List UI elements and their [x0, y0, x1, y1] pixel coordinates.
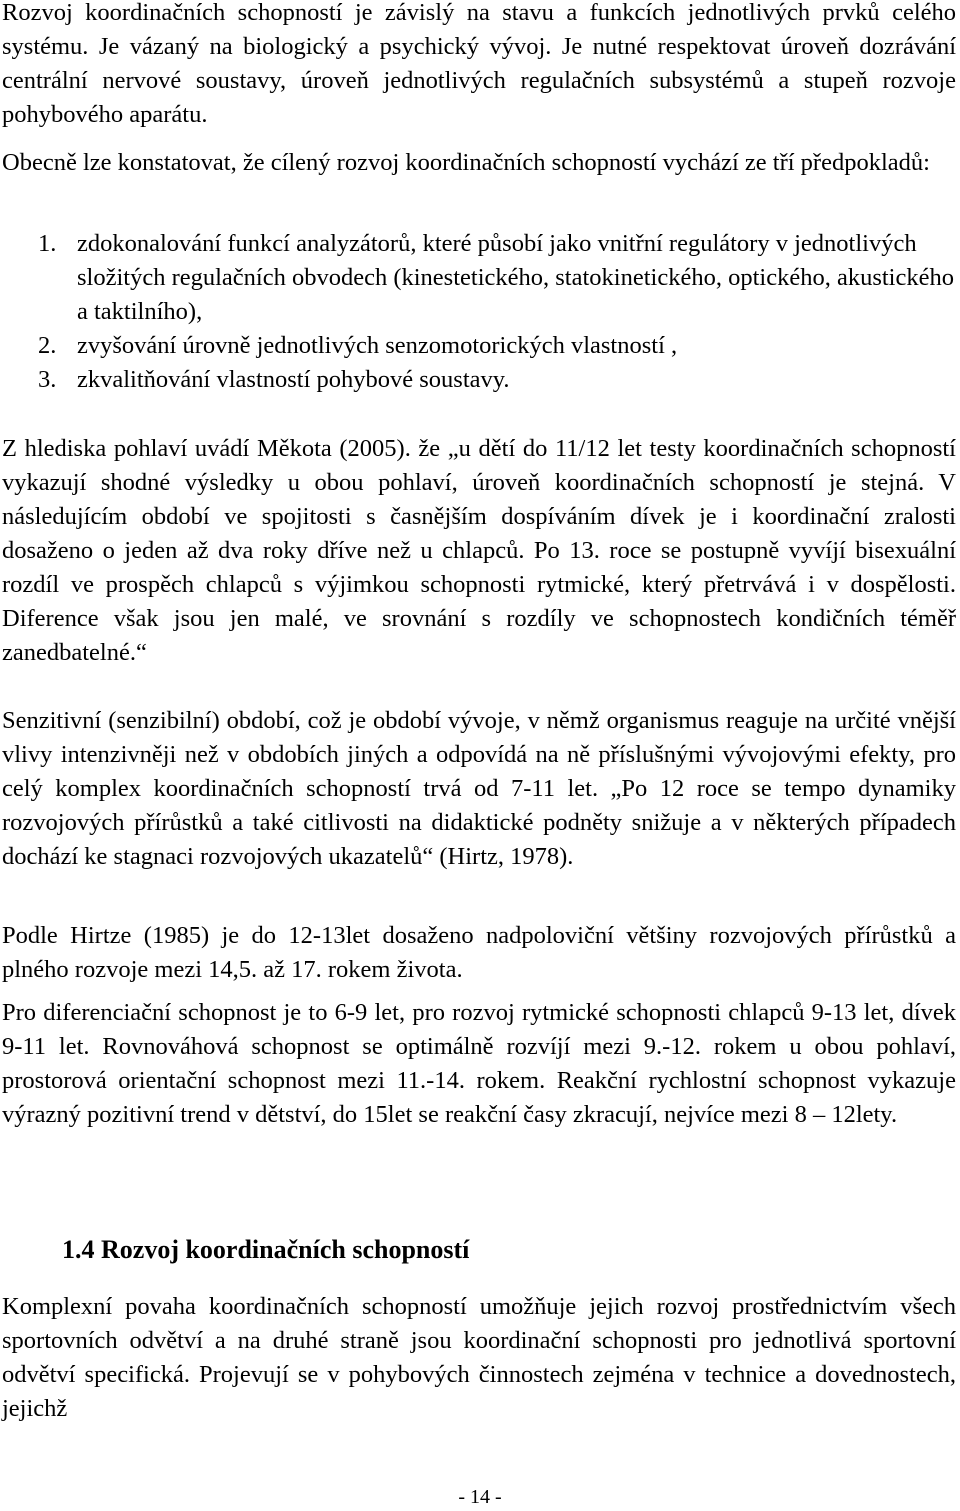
- list-item: [2, 329, 956, 363]
- list-item-text: zkvalitňování vlastností pohybové soustavy.: [77, 366, 510, 393]
- list-item: [2, 227, 956, 329]
- paragraph-complex-nature: Komplexní povaha koordinačních schopností umožňuje jejich rozvoj prostřednictvím všech sportovních odvětví a na druhé straně jsou koordinační schopnosti pro jednotlivá sportovní odvětví specifická. Projevují se v pohybových činnostech zejména v technice a dovednostech, jejichž: [2, 1293, 956, 1422]
- prerequisites-list: [2, 227, 956, 397]
- list-item-number: 2.: [38, 332, 57, 359]
- list-item-number: 3.: [38, 366, 57, 393]
- paragraph-gender-perspective: Z hlediska pohlaví uvádí Měkota (2005). že „u dětí do 11/12 let testy koordinačních schopností vykazují shodné výsledky u obou pohlaví, úroveň koordinačních schopností je stejná. V následujícím období ve spojitosti s časnějším dospíváním dívek je i koordinační zralosti dosaženo o jeden až dva roky dříve než u chlapců. Po 13. roce se postupně vyvíjí bisexuální rozdíl ve prospěch chlapců s výjimkou schopnosti rytmické, který přetrvává i v dospělosti. Diference však jsou jen malé, ve srovnání s rozdíly ve schopnostech kondičních téměř zanedbatelné.“: [2, 435, 956, 666]
- list-item: [2, 363, 956, 397]
- page-number: - 14 -: [458, 1486, 502, 1508]
- paragraph-hirtz-1985: Podle Hirtze (1985) je do 12-13let dosaženo nadpoloviční většiny rozvojových přírůstků a plného rozvoje mezi 14,5. až 17. rokem života.: [2, 922, 956, 983]
- list-item-text: zdokonalování funkcí analyzátorů, které působí jako vnitřní regulátory v jednotlivých složitých regulačních obvodech (kinestetického, statokinetického, optického, akustického a taktilního),: [77, 230, 954, 325]
- paragraph-sensitive-period: Senzitivní (senzibilní) období, což je období vývoje, v němž organismus reaguje na určité vnější vlivy intenzivněji než v obdobích jiných a odpovídá na ně příslušnými vývojovými efekty, pro celý komplex koordinačních schopností trvá od 7-11 let. „Po 12 roce se tempo dynamiky rozvojových přírůstků a také citlivosti na didaktické podněty snižuje a v některých případech dochází ke stagnaci rozvojových ukazatelů“ (Hirtz, 1978).: [2, 707, 956, 870]
- section-heading: 1.4 Rozvoj koordinačních schopností: [62, 1235, 470, 1264]
- paragraph-coordination-dependence: Rozvoj koordinačních schopností je závislý na stavu a funkcích jednotlivých prvků celého systému. Je vázaný na biologický a psychický vývoj. Je nutné respektovat úroveň dozrávání centrální nervové soustavy, úroveň jednotlivých regulačních subsystémů a stupeň rozvoje pohybového aparátu.: [2, 0, 956, 128]
- paragraph-three-prerequisites: Obecně lze konstatovat, že cílený rozvoj koordinačních schopností vychází ze tří předpokladů:: [2, 149, 930, 176]
- paragraph-specific-abilities: Pro diferenciační schopnost je to 6-9 let, pro rozvoj rytmické schopnosti chlapců 9-13 let, dívek 9-11 let. Rovnováhová schopnost se optimálně rozvíjí mezi 9.-12. rokem u obou pohlaví, prostorová orientační schopnost mezi 11.-14. rokem. Reakční rychlostní schopnost vykazuje výrazný pozitivní trend v dětství, do 15let se reakční časy zkracují, nejvíce mezi 8 – 12lety.: [2, 999, 956, 1128]
- list-item-text: zvyšování úrovně jednotlivých senzomotorických vlastností ,: [77, 332, 678, 359]
- list-item-number: 1.: [38, 230, 57, 257]
